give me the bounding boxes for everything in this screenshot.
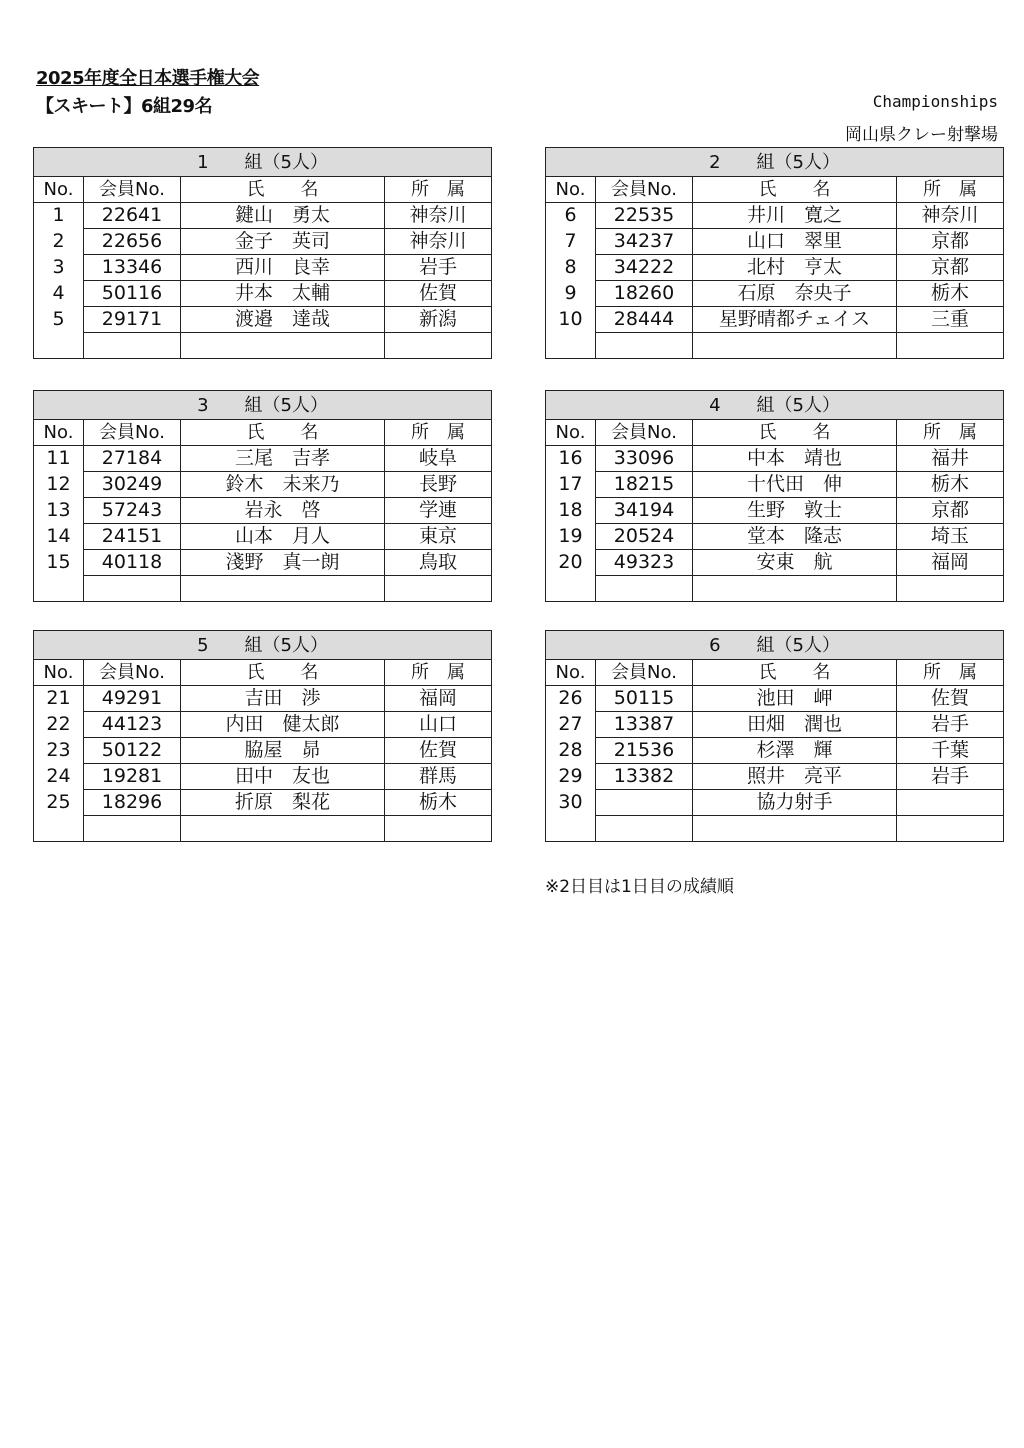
row-member-no: 27184 (84, 446, 181, 472)
group-table-3 (33, 390, 491, 602)
col-header-no: No. (546, 420, 596, 446)
col-header-no: No. (34, 177, 84, 203)
row-no: 14 (34, 524, 84, 550)
table-row (34, 281, 492, 307)
empty-row (546, 333, 1004, 359)
row-member-no: 50115 (596, 686, 693, 712)
empty-row (546, 816, 1004, 842)
table-row (546, 472, 1004, 498)
col-header-name: 氏 名 (181, 660, 385, 686)
row-member-no (596, 790, 693, 816)
squad-table (545, 147, 1004, 359)
row-member-no: 22641 (84, 203, 181, 229)
col-header-member: 会員No. (84, 177, 181, 203)
row-no: 26 (546, 686, 596, 712)
col-header-affiliation: 所 属 (385, 660, 492, 686)
squad-table (545, 390, 1004, 602)
table-row (546, 764, 1004, 790)
group-table-1 (33, 147, 491, 359)
empty-row (34, 333, 492, 359)
table-row (546, 524, 1004, 550)
row-affiliation: 京都 (897, 498, 1004, 524)
row-affiliation: 岩手 (897, 712, 1004, 738)
row-affiliation: 神奈川 (385, 203, 492, 229)
row-no: 10 (546, 307, 596, 333)
group-header: 3 組（5人） (34, 391, 492, 420)
row-affiliation: 佐賀 (385, 738, 492, 764)
group-header: 6 組（5人） (546, 631, 1004, 660)
row-affiliation: 福岡 (897, 550, 1004, 576)
row-name: 内田 健太郎 (181, 712, 385, 738)
row-no: 24 (34, 764, 84, 790)
table-row (546, 738, 1004, 764)
table-row (34, 446, 492, 472)
col-header-affiliation: 所 属 (897, 660, 1004, 686)
row-no: 8 (546, 255, 596, 281)
row-name: 鈴木 未来乃 (181, 472, 385, 498)
row-name: 岩永 啓 (181, 498, 385, 524)
squad-table (33, 390, 492, 602)
row-name: 田中 友也 (181, 764, 385, 790)
row-affiliation: 京都 (897, 255, 1004, 281)
row-no: 25 (34, 790, 84, 816)
row-no: 28 (546, 738, 596, 764)
row-name: 折原 梨花 (181, 790, 385, 816)
table-row (34, 790, 492, 816)
row-member-no: 50116 (84, 281, 181, 307)
row-member-no: 22656 (84, 229, 181, 255)
row-no: 6 (546, 203, 596, 229)
table-row (546, 255, 1004, 281)
row-name: 脇屋 昴 (181, 738, 385, 764)
row-no: 1 (34, 203, 84, 229)
row-affiliation: 学連 (385, 498, 492, 524)
table-row (34, 255, 492, 281)
row-affiliation: 神奈川 (897, 203, 1004, 229)
squad-table (545, 630, 1004, 842)
group-header: 2 組（5人） (546, 148, 1004, 177)
row-affiliation: 栃木 (385, 790, 492, 816)
row-name: 渡邉 達哉 (181, 307, 385, 333)
row-name: 十代田 伸 (693, 472, 897, 498)
table-row (546, 686, 1004, 712)
row-no: 20 (546, 550, 596, 576)
row-name: 田畑 潤也 (693, 712, 897, 738)
col-header-member: 会員No. (596, 420, 693, 446)
row-name: 石原 奈央子 (693, 281, 897, 307)
row-affiliation (897, 790, 1004, 816)
table-row (34, 229, 492, 255)
table-row (34, 686, 492, 712)
row-member-no: 24151 (84, 524, 181, 550)
table-row (546, 790, 1004, 816)
row-member-no: 30249 (84, 472, 181, 498)
table-row (34, 712, 492, 738)
row-member-no: 29171 (84, 307, 181, 333)
table-row (546, 712, 1004, 738)
col-header-name: 氏 名 (693, 177, 897, 203)
row-no: 11 (34, 446, 84, 472)
row-name: 杉澤 輝 (693, 738, 897, 764)
row-name: 井川 寛之 (693, 203, 897, 229)
row-name: 照井 亮平 (693, 764, 897, 790)
col-header-name: 氏 名 (181, 177, 385, 203)
row-member-no: 13346 (84, 255, 181, 281)
table-row (34, 472, 492, 498)
row-name: 鍵山 勇太 (181, 203, 385, 229)
row-no: 22 (34, 712, 84, 738)
row-member-no: 50122 (84, 738, 181, 764)
row-name: 山本 月人 (181, 524, 385, 550)
col-header-affiliation: 所 属 (897, 420, 1004, 446)
row-no: 9 (546, 281, 596, 307)
row-name: 吉田 渉 (181, 686, 385, 712)
row-no: 30 (546, 790, 596, 816)
table-row (546, 498, 1004, 524)
row-member-no: 40118 (84, 550, 181, 576)
row-no: 4 (34, 281, 84, 307)
row-member-no: 18260 (596, 281, 693, 307)
row-name: 淺野 真一朗 (181, 550, 385, 576)
row-affiliation: 栃木 (897, 281, 1004, 307)
row-no: 19 (546, 524, 596, 550)
squad-table (33, 630, 492, 842)
col-header-no: No. (546, 177, 596, 203)
row-member-no: 49291 (84, 686, 181, 712)
row-no: 3 (34, 255, 84, 281)
row-affiliation: 山口 (385, 712, 492, 738)
row-member-no: 28444 (596, 307, 693, 333)
row-affiliation: 岩手 (897, 764, 1004, 790)
row-no: 13 (34, 498, 84, 524)
row-no: 29 (546, 764, 596, 790)
row-member-no: 57243 (84, 498, 181, 524)
row-member-no: 18215 (596, 472, 693, 498)
row-name: 西川 良幸 (181, 255, 385, 281)
row-member-no: 18296 (84, 790, 181, 816)
table-row (546, 307, 1004, 333)
empty-row (34, 816, 492, 842)
row-name: 中本 靖也 (693, 446, 897, 472)
col-header-name: 氏 名 (181, 420, 385, 446)
table-row (34, 738, 492, 764)
col-header-no: No. (34, 420, 84, 446)
row-affiliation: 東京 (385, 524, 492, 550)
row-affiliation: 佐賀 (385, 281, 492, 307)
row-affiliation: 新潟 (385, 307, 492, 333)
col-header-no: No. (34, 660, 84, 686)
col-header-member: 会員No. (596, 660, 693, 686)
col-header-name: 氏 名 (693, 420, 897, 446)
table-row (34, 550, 492, 576)
col-header-affiliation: 所 属 (385, 420, 492, 446)
row-affiliation: 埼玉 (897, 524, 1004, 550)
row-no: 15 (34, 550, 84, 576)
row-no: 23 (34, 738, 84, 764)
row-name: 池田 岬 (693, 686, 897, 712)
row-member-no: 33096 (596, 446, 693, 472)
table-row (546, 446, 1004, 472)
page-subtitle: 【スキート】6組29名 (36, 96, 213, 117)
row-affiliation: 福井 (897, 446, 1004, 472)
group-table-5 (33, 630, 491, 842)
row-affiliation: 栃木 (897, 472, 1004, 498)
row-member-no: 20524 (596, 524, 693, 550)
table-row (34, 307, 492, 333)
row-no: 12 (34, 472, 84, 498)
row-member-no: 13387 (596, 712, 693, 738)
row-name: 生野 敦士 (693, 498, 897, 524)
row-no: 27 (546, 712, 596, 738)
row-no: 2 (34, 229, 84, 255)
row-name: 山口 翠里 (693, 229, 897, 255)
row-affiliation: 鳥取 (385, 550, 492, 576)
row-name: 北村 亨太 (693, 255, 897, 281)
group-header: 4 組（5人） (546, 391, 1004, 420)
footnote: ※2日目は1日目の成績順 (545, 877, 734, 897)
table-row (34, 524, 492, 550)
row-affiliation: 佐賀 (897, 686, 1004, 712)
row-name: 協力射手 (693, 790, 897, 816)
empty-row (546, 576, 1004, 602)
row-member-no: 34194 (596, 498, 693, 524)
col-header-affiliation: 所 属 (897, 177, 1004, 203)
row-member-no: 19281 (84, 764, 181, 790)
row-name: 井本 太輔 (181, 281, 385, 307)
row-name: 三尾 吉孝 (181, 446, 385, 472)
row-affiliation: 神奈川 (385, 229, 492, 255)
col-header-affiliation: 所 属 (385, 177, 492, 203)
row-member-no: 49323 (596, 550, 693, 576)
col-header-member: 会員No. (596, 177, 693, 203)
table-row (546, 281, 1004, 307)
table-row (34, 498, 492, 524)
col-header-name: 氏 名 (693, 660, 897, 686)
row-no: 18 (546, 498, 596, 524)
table-row (34, 203, 492, 229)
row-no: 21 (34, 686, 84, 712)
row-member-no: 22535 (596, 203, 693, 229)
row-name: 金子 英司 (181, 229, 385, 255)
row-member-no: 44123 (84, 712, 181, 738)
row-name: 星野晴都チェイス (693, 307, 897, 333)
row-no: 7 (546, 229, 596, 255)
table-row (34, 764, 492, 790)
row-affiliation: 長野 (385, 472, 492, 498)
row-name: 堂本 隆志 (693, 524, 897, 550)
row-affiliation: 三重 (897, 307, 1004, 333)
row-affiliation: 福岡 (385, 686, 492, 712)
table-row (546, 203, 1004, 229)
col-header-member: 会員No. (84, 660, 181, 686)
venue-name: 岡山県クレー射撃場 (845, 125, 998, 145)
empty-row (34, 576, 492, 602)
group-table-6 (545, 630, 1003, 842)
row-member-no: 21536 (596, 738, 693, 764)
group-table-4 (545, 390, 1003, 602)
row-affiliation: 京都 (897, 229, 1004, 255)
row-member-no: 34222 (596, 255, 693, 281)
row-member-no: 13382 (596, 764, 693, 790)
row-affiliation: 千葉 (897, 738, 1004, 764)
page-title: 2025年度全日本選手権大会 (36, 68, 260, 89)
row-name: 安東 航 (693, 550, 897, 576)
row-affiliation: 岐阜 (385, 446, 492, 472)
row-member-no: 34237 (596, 229, 693, 255)
row-no: 17 (546, 472, 596, 498)
group-header: 1 組（5人） (34, 148, 492, 177)
table-row (546, 550, 1004, 576)
row-affiliation: 群馬 (385, 764, 492, 790)
row-no: 16 (546, 446, 596, 472)
row-affiliation: 岩手 (385, 255, 492, 281)
row-no: 5 (34, 307, 84, 333)
group-table-2 (545, 147, 1003, 359)
squad-table (33, 147, 492, 359)
table-row (546, 229, 1004, 255)
event-name: Championships (872, 92, 998, 111)
group-header: 5 組（5人） (34, 631, 492, 660)
col-header-no: No. (546, 660, 596, 686)
col-header-member: 会員No. (84, 420, 181, 446)
